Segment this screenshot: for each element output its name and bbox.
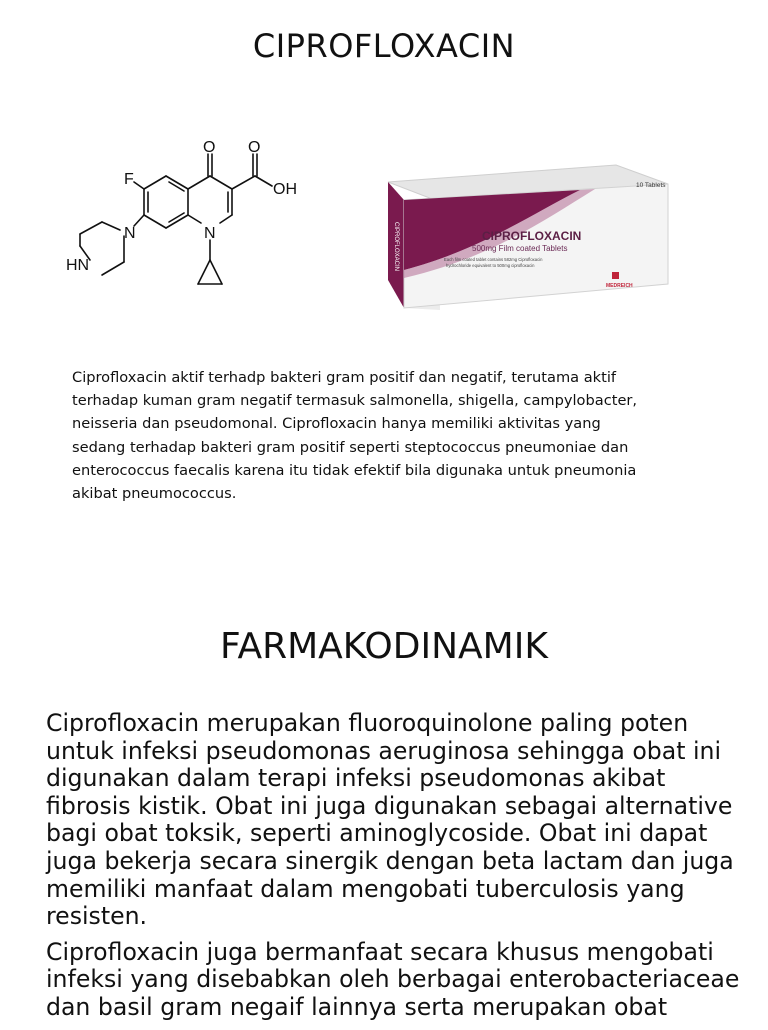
paragraph-line: Ciprofloxacin juga bermanfaat secara khusus mengobati <box>46 937 714 966</box>
paragraph-line: dan basil gram negaif lainnya serta merupakan obat <box>46 992 668 1021</box>
maker-logo-icon <box>612 272 619 279</box>
paragraph-line: juga bekerja secara sinergik dengan beta lactam dan juga <box>46 846 734 875</box>
box-tablets-label: 10 Tablets <box>636 182 666 189</box>
atom-label: O <box>203 139 216 156</box>
box-side-label: CIPROFLOXACIN <box>393 222 399 272</box>
paragraph-line: Ciprofloxacin aktif terhadp bakteri gram positif dan negatif, terutama aktif <box>72 369 617 386</box>
ciprofloxacin-structure-diagram <box>62 134 352 302</box>
atom-label: OH <box>273 181 297 198</box>
paragraph-line: terhadap kuman gram negatif termasuk salmonella, shigella, campylobacter, <box>72 392 638 410</box>
slide-ciprofloxacin <box>0 0 768 512</box>
description-paragraph <box>72 366 692 505</box>
paragraph-line: Ciprofloxacin merupakan fluoroquinolone paling poten <box>46 709 689 737</box>
paragraph-line: sedang terhadap bakteri gram positif seperti steptococcus pneumoniae dan <box>72 438 629 456</box>
paragraph-line: akibat pneumococcus. <box>72 485 237 503</box>
paragraph-line: digunakan dalam terapi infeksi pseudomonas akibat <box>46 764 666 793</box>
paragraph-line: fibrosis kistik. Obat ini juga digunakan sebagai alternative <box>46 791 733 820</box>
slide-farmakodinamik <box>0 512 768 1024</box>
paragraph-line: enterococcus faecalis karena itu tidak efektif bila digunaka untuk pneumonia <box>72 461 637 479</box>
slide-title: CIPROFLOXACIN <box>252 27 516 65</box>
atom-label: O <box>248 139 261 156</box>
paragraph-line: bagi obat toksik, seperti aminoglycoside. Obat ini dapat <box>46 819 708 848</box>
atom-label: F <box>124 171 134 188</box>
paragraph-line: infeksi yang disebabkan oleh berbagai enterobacteriaceae <box>46 965 740 994</box>
box-note-line: hydrochloride equivalent to 500mg ciprofloxacin <box>446 263 535 268</box>
body-paragraph <box>46 939 746 1022</box>
body-paragraph <box>46 710 746 931</box>
box-note-line: Each film coated tablet contains 582mg Ciprofloxacin <box>444 257 543 262</box>
paragraph-line: neisseria dan pseudomonal. Ciprofloxacin hanya memiliki aktivitas yang <box>72 415 601 433</box>
box-dose-label: 500mg Film coated Tablets <box>472 244 568 253</box>
medicine-box-photo <box>380 160 670 310</box>
box-maker-label: MEDREICH <box>606 283 633 289</box>
atom-label: HN <box>66 257 90 274</box>
box-brand-label: CIPROFLOXACIN <box>482 229 582 243</box>
atom-label: N <box>204 225 216 242</box>
paragraph-line: memiliki manfaat dalam mengobati tuberculosis yang <box>46 874 685 903</box>
atom-label: N <box>124 225 136 242</box>
slide-body <box>46 710 746 1030</box>
paragraph-line: untuk infeksi pseudomonas aeruginosa sehingga obat ini <box>46 736 722 765</box>
slide-title: FARMAKODINAMIK <box>220 626 548 667</box>
paragraph-line: resisten. <box>46 902 148 931</box>
